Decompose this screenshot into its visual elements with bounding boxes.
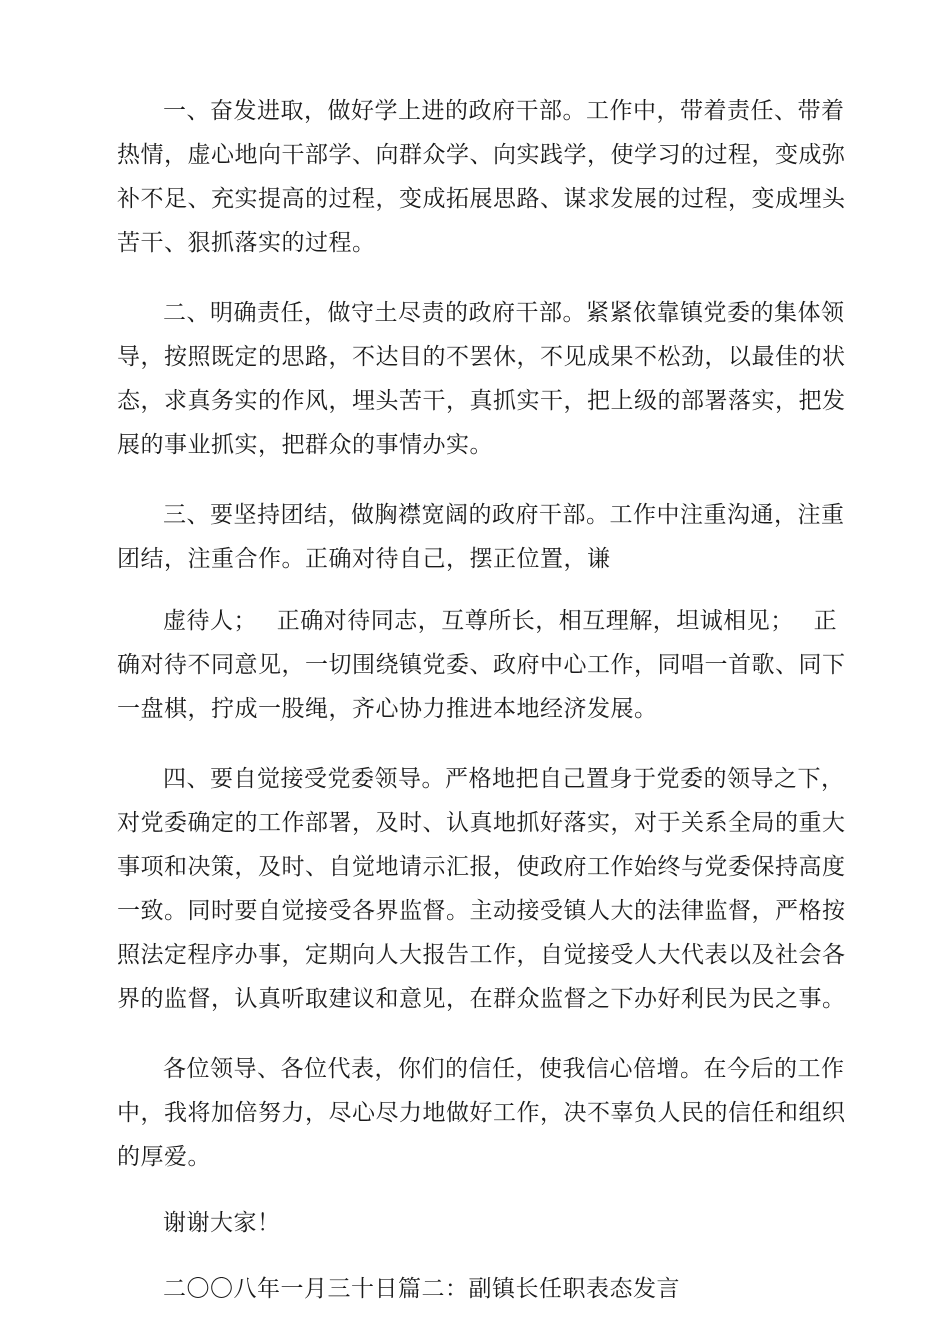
paragraph-6: 各位领导、各位代表，你们的信任，使我信心倍增。在今后的工作中，我将加倍努力，尽心尽力地做好工作，决不辜负人民的信任和组织的厚爱。	[117, 1056, 846, 1170]
document-body	[117, 89, 853, 1337]
paragraph-3: 三、要坚持团结，做胸襟宽阔的政府干部。工作中注重沟通，注重团结，注重合作。正确对待自己，摆正位置，谦	[117, 502, 845, 572]
date-and-next-heading: 二〇〇八年一月三十日篇二：副镇长任职表态发言	[163, 1276, 680, 1302]
paragraph-4: 虚待人； 正确对待同志，互尊所长，相互理解，坦诚相见； 正确对待不同意见，一切围绕镇党委、政府中心工作，同唱一首歌、同下一盘棋，拧成一股绳，齐心协力推进本地经济发展。	[117, 608, 846, 722]
paragraph-1: 一、奋发进取，做好学上进的政府干部。工作中，带着责任、带着热情，虚心地向干部学、向群众学、向实践学，使学习的过程，变成弥补不足、充实提高的过程，变成拓展思路、谋求发展的过程，变成埋头苦干、狠抓落实的过程。	[117, 98, 846, 256]
paragraph-5: 四、要自觉接受党委领导。严格地把自己置身于党委的领导之下，对党委确定的工作部署，及时、认真地抓好落实，对于关系全局的重大事项和决策，及时、自觉地请示汇报，使政府工作始终与党委保持高度一致。同时要自觉接受各界监督。主动接受镇人大的法律监督，严格按照法定程序办事，定期向人大报告工作，自觉接受人大代表以及社会各界的监督，认真听取建议和意见，在群众监督之下办好利民为民之事。	[117, 766, 846, 1012]
closing-thanks: 谢谢大家！	[163, 1210, 281, 1236]
paragraph-2: 二、明确责任，做守土尽责的政府干部。紧紧依靠镇党委的集体领导，按照既定的思路，不达目的不罢休，不见成果不松劲，以最佳的状态，求真务实的作风，埋头苦干，真抓实干，把上级的部署落实，把发展的事业抓实，把群众的事情办实。	[117, 300, 846, 458]
